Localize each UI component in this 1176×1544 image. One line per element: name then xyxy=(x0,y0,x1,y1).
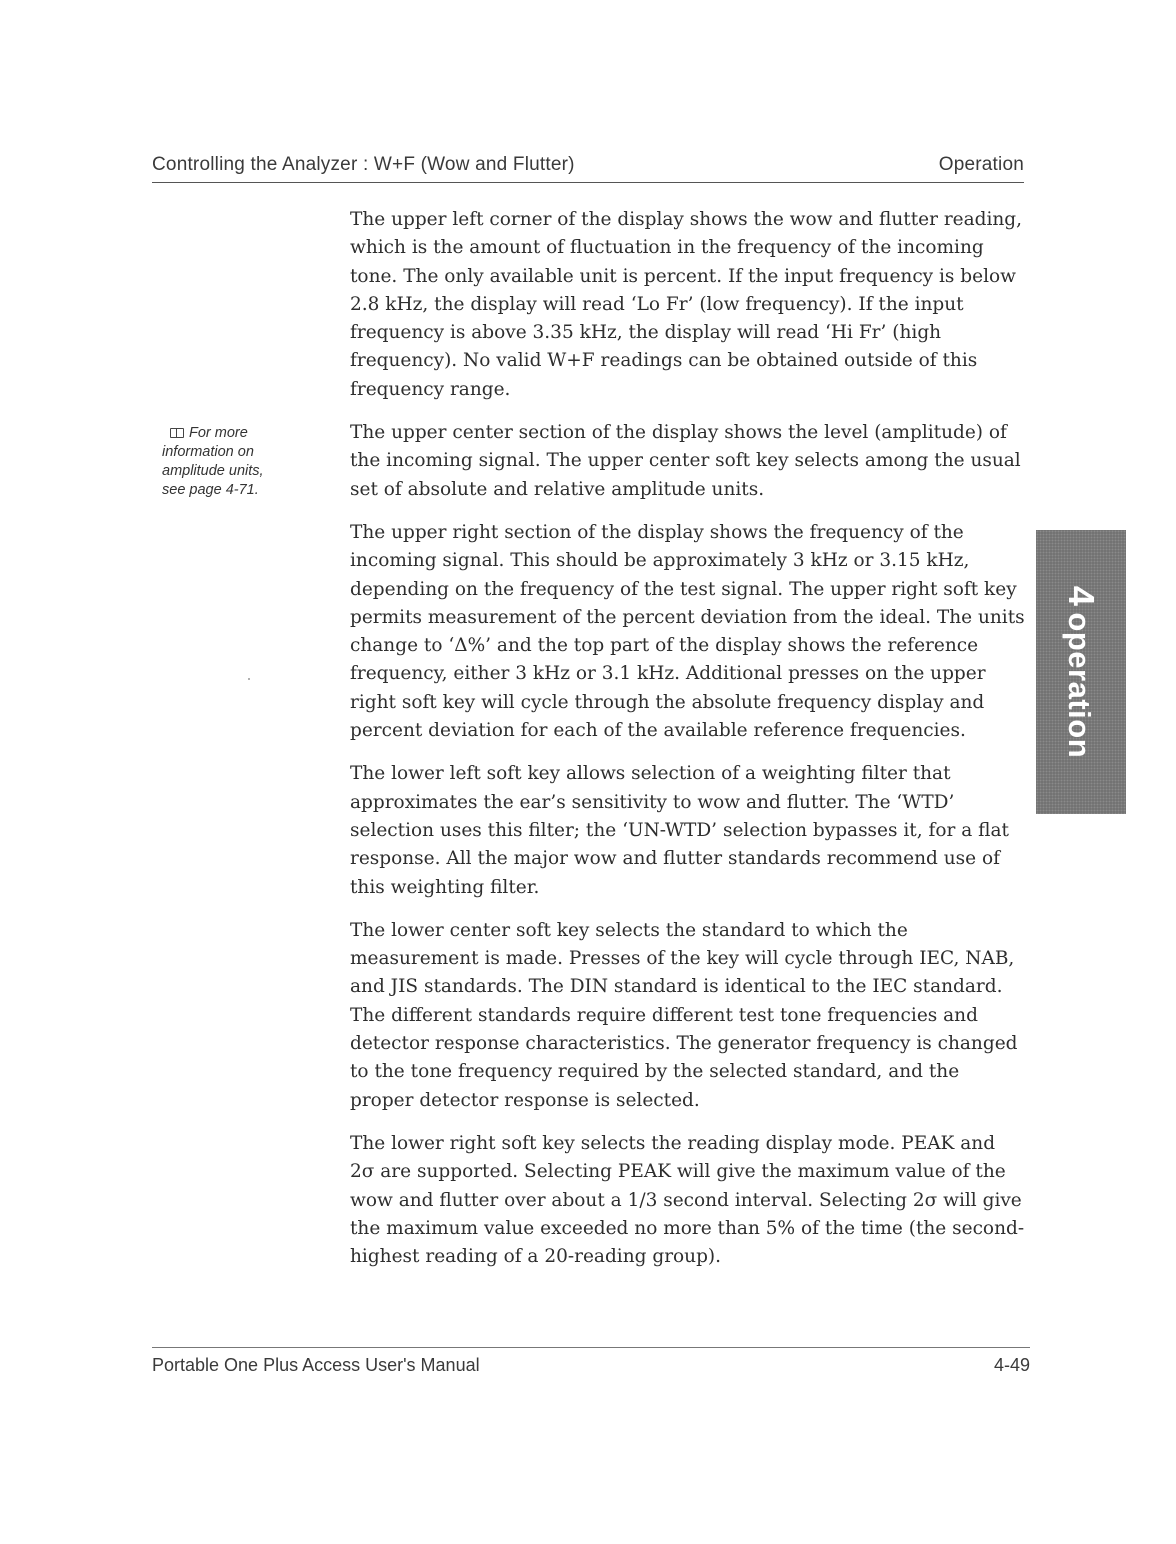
margin-note xyxy=(162,424,332,500)
body-text xyxy=(350,206,1025,1286)
chapter-tab-number: 4 xyxy=(1061,585,1102,607)
paragraph-level-section: The upper center section of the display shows the level (amplitude) of the incoming signal. The upper center soft key selects among the usual set of absolute and relative amplitude units. xyxy=(350,422,1021,500)
running-header xyxy=(152,154,1024,183)
chapter-tab-label xyxy=(1060,586,1102,758)
header-chapter-title: Operation xyxy=(938,154,1024,175)
margin-note-line: For more xyxy=(189,425,248,441)
chapter-thumb-tab xyxy=(1036,530,1126,814)
scan-speck xyxy=(248,678,250,680)
chapter-tab-text: operation xyxy=(1062,612,1097,759)
book-icon xyxy=(170,428,184,438)
margin-note-line: amplitude units, xyxy=(162,463,264,479)
paragraph-weighting-filter: The lower left soft key allows selection of a weighting filter that approximates the ear’s sensitivity to wow and flutter. The ‘WTD’ selection uses this filter; the ‘UN-WTD’ selection bypasses it, for a flat response. All the major wow and flutter standards recommend use of this weighting filter. xyxy=(350,763,1009,898)
running-footer xyxy=(152,1347,1030,1379)
page-number: 4-49 xyxy=(993,1355,1030,1375)
paragraph-standard-selection: The lower center soft key selects the standard to which the measurement is made. Presses of the key will cycle through IEC, NAB, and JIS standards. The DIN standard is identical to the IEC standard. The different standards require different test tone frequencies and detector response characteristics. The generator frequency is changed to the tone frequency required by the selected standard, and the proper detector response is selected. xyxy=(350,919,1018,1111)
margin-note-line: see page 4-71. xyxy=(162,482,259,498)
header-section-title: Controlling the Analyzer : W+F (Wow and Flutter) xyxy=(152,154,575,175)
footer-manual-title: Portable One Plus Access User's Manual xyxy=(152,1355,480,1375)
paragraph-wow-flutter-reading: The upper left corner of the display shows the wow and flutter reading, which is the amount of fluctuation in the frequency of the incoming tone. The only available unit is percent. If the input frequency is below 2.8 kHz, the display will read ‘Lo Fr’ (low frequency). If the input frequency is above 3.35 kHz, the display will read ‘Hi Fr’ (high frequency). No valid W+F readings can be obtained outside of this frequency range. xyxy=(350,209,1023,400)
paragraph-reading-mode: The lower right soft key selects the reading display mode. PEAK and 2σ are supported. Selecting PEAK will give the maximum value of the wow and flutter over about a 1/3 second interval. Selecting 2σ will give the maximum value exceeded no more than 5% of the time (the second-highest reading of a 20-reading group). xyxy=(350,1132,1025,1268)
margin-note-line: information on xyxy=(162,444,254,460)
paragraph-frequency-section: The upper right section of the display shows the frequency of the incoming signal. This should be approximately 3 kHz or 3.15 kHz, depending on the frequency of the test signal. The upper right soft key permits measurement of the percent deviation from the ideal. The units change to ‘Δ%’ and the top part of the display shows the reference frequency, either 3 kHz or 3.1 kHz. Additional presses on the upper right soft key will cycle through the absolute frequency display and percent deviation for each of the available reference frequencies. xyxy=(350,521,1025,742)
